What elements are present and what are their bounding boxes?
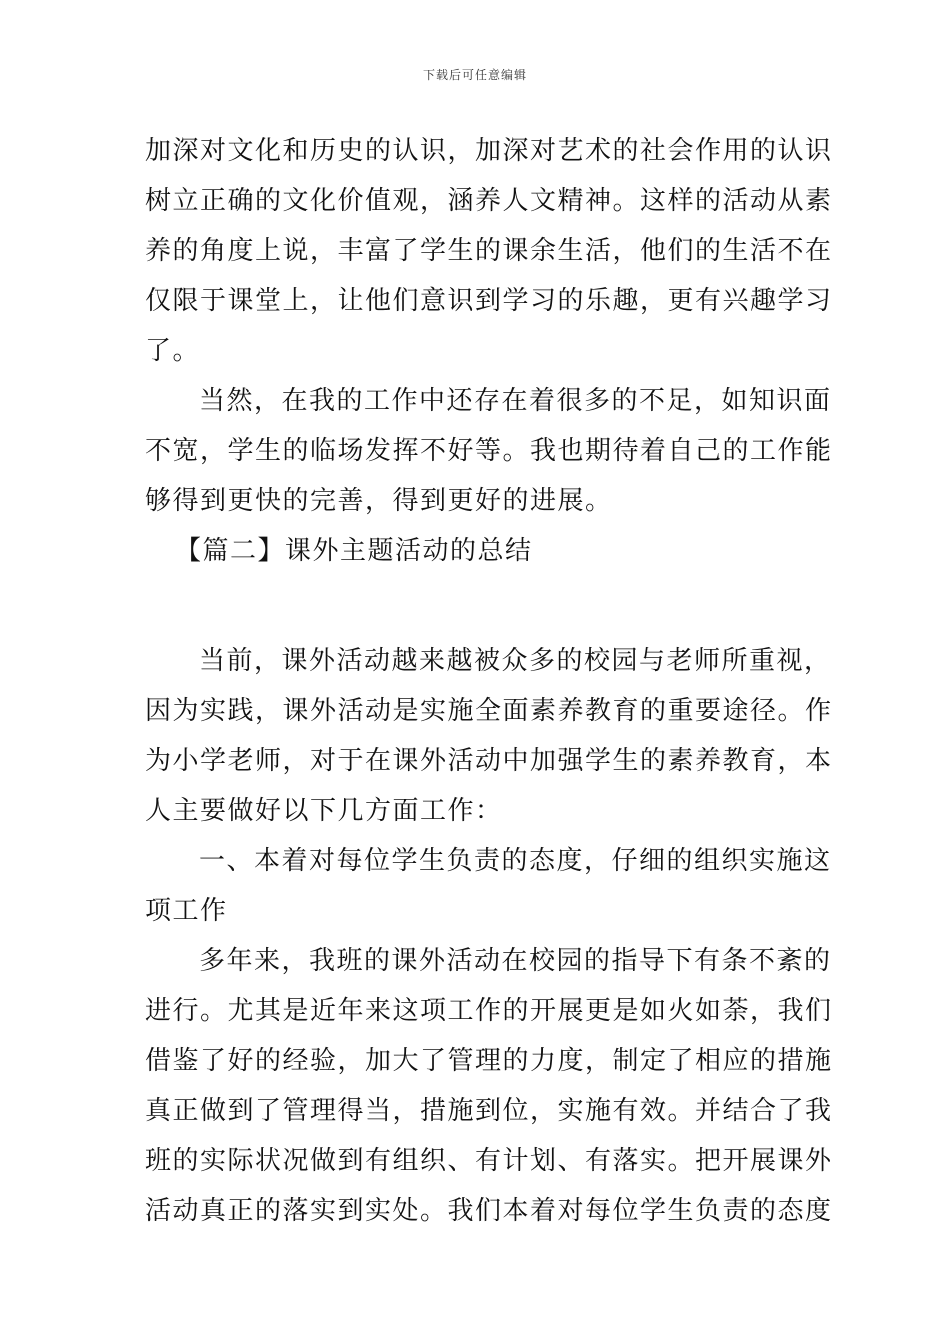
paragraph-2 (145, 376, 833, 526)
text-line: 项工作 (145, 896, 228, 926)
text-line: 真正做到了管理得当，措施到位，实施有效。并结合了我 (145, 1096, 833, 1126)
text-line: 一、本着对每位学生负责的态度，仔细的组织实施这 (199, 846, 832, 876)
paragraph-1 (145, 126, 833, 376)
text-line: 当然，在我的工作中还存在着很多的不足，如知识面 (199, 386, 832, 416)
text-line: 了。 (145, 336, 201, 366)
spacer (145, 576, 810, 636)
text-line: 多年来，我班的课外活动在校园的指导下有条不紊的 (199, 946, 832, 976)
text-line: 加深对文化和历史的认识，加深对艺术的社会作用的认识 (145, 136, 833, 166)
document-body (145, 126, 833, 1236)
paragraph-3 (145, 636, 833, 836)
text-line: 养的角度上说，丰富了学生的课余生活，他们的生活不在 (145, 236, 833, 266)
text-line: 够得到更快的完善，得到更好的进展。 (145, 486, 613, 516)
text-line: 因为实践，课外活动是实施全面素养教育的重要途径。作 (145, 696, 833, 726)
text-line: 树立正确的文化价值观，涵养人文精神。这样的活动从素 (145, 186, 833, 216)
text-line: 人主要做好以下几方面工作： (145, 796, 503, 826)
text-line: 当前，课外活动越来越被众多的校园与老师所重视， (199, 646, 832, 676)
section-heading: 【篇二】课外主题活动的总结 (175, 536, 533, 566)
text-line: 借鉴了好的经验，加大了管理的力度，制定了相应的措施 (145, 1046, 833, 1076)
text-line: 活动真正的落实到实处。我们本着对每位学生负责的态度 (145, 1196, 833, 1226)
text-line: 为小学老师，对于在课外活动中加强学生的素养教育，本 (145, 746, 833, 776)
text-line: 进行。尤其是近年来这项工作的开展更是如火如荼，我们 (145, 996, 833, 1026)
page-header: 下载后可任意编辑 (422, 68, 527, 82)
paragraph-4 (145, 836, 832, 936)
text-line: 班的实际状况做到有组织、有计划、有落实。把开展课外 (145, 1146, 833, 1176)
paragraph-5 (145, 936, 833, 1236)
text-line: 不宽，学生的临场发挥不好等。我也期待着自己的工作能 (145, 436, 833, 466)
text-line: 仅限于课堂上，让他们意识到学习的乐趣，更有兴趣学习 (145, 286, 833, 316)
